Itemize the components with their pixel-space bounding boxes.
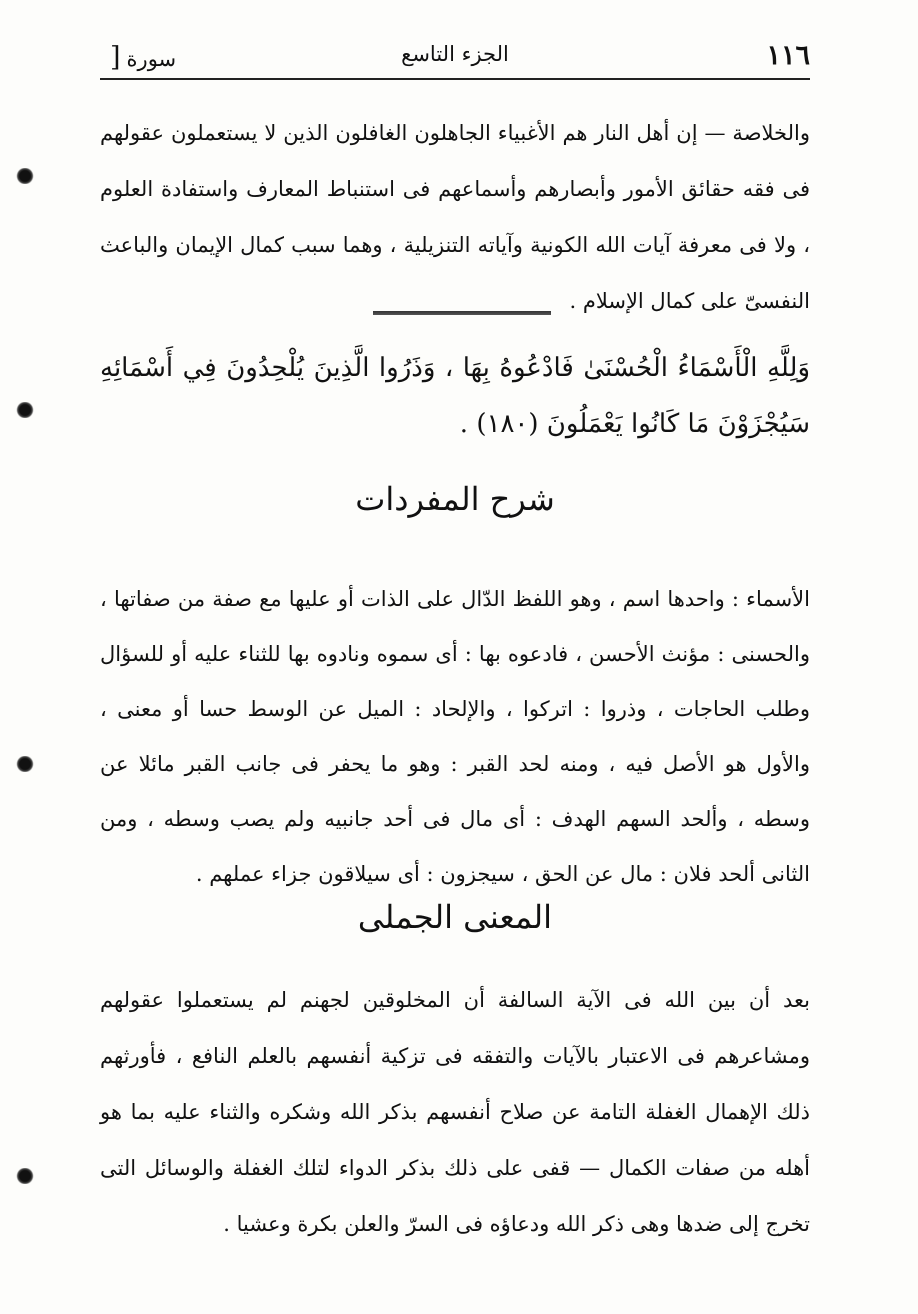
header-rule bbox=[100, 78, 810, 80]
surah-label bbox=[110, 42, 176, 73]
scan-mark bbox=[16, 756, 34, 772]
scan-mark bbox=[16, 402, 34, 418]
summary-paragraph: والخلاصة — إن أهل النار هم الأغبياء الجاهلون الغافلون الذين لا يستعملون عقولهم فى فقه حقائق الأمور وأبصارهم وأسماعهم فى استنباط المعارف واستفادة العلوم ، ولا فى معرفة آيات الله الكونية وآياته التنزيلية ، وهما سبب كمال الإيمان والباعث النفسىّ على كمال الإسلام . bbox=[100, 121, 810, 313]
meaning-paragraph: بعد أن بين الله فى الآية السالفة أن المخلوقين لجهنم لم يستعملوا عقولهم ومشاعرهم فى الاعتبار بالآيات والتفقه فى تزكية أنفسهم بالعلم النافع ، فأورثهم ذلك الإهمال الغفلة التامة عن صلاح أنفسهم بذكر الله وشكره والثناء عليه بما هو أهله من صفات الكمال — قفى على ذلك بذكر الدواء لتلك الغفلة والوسائل التى تخرج إلى ضدها وهى ذكر الله ودعاؤه فى السرّ والعلن بكرة وعشيا . bbox=[100, 988, 810, 1236]
section-divider bbox=[373, 311, 551, 315]
part-title: الجزء التاسع bbox=[401, 42, 509, 66]
scan-mark bbox=[16, 168, 34, 184]
page-header bbox=[100, 36, 810, 78]
surah-bracket: [ bbox=[110, 42, 121, 73]
quran-verse: وَلِلَّهِ الْأَسْمَاءُ الْحُسْنَىٰ فَادْعُوهُ بِهَا ، وَذَرُوا الَّذِينَ يُلْحِدُونَ فِي أَسْمَائِهِ سَيُجْزَوْنَ مَا كَانُوا يَعْمَلُونَ (١٨٠) . bbox=[100, 353, 810, 439]
vocabulary-paragraph: الأسماء : واحدها اسم ، وهو اللفظ الدّال على الذات أو عليها مع صفة من صفاتها ، والحسنى : مؤنث الأحسن ، فادعوه بها : أى سموه ونادوه بها للثناء عليه أو للسؤال وطلب الحاجات ، وذروا : اتركوا ، والإلحاد : الميل عن الوسط حسا أو معنى ، والأول هو الأصل فيه ، ومنه لحد القبر : وهو ما يحفر فى جانب القبر مائلا عن وسطه ، وألحد السهم الهدف : أى مال فى أحد جانبيه ولم يصب وسطه ، ومن الثانى ألحد فلان : مال عن الحق ، سيجزون : أى سيلاقون جزاء عملهم . bbox=[100, 587, 810, 886]
page-number: ١١٦ bbox=[766, 40, 810, 71]
meaning-title: المعنى الجملى bbox=[357, 898, 553, 936]
scan-mark bbox=[16, 1168, 34, 1184]
surah-label-text: سورة bbox=[126, 47, 177, 71]
vocabulary-title: شرح المفردات bbox=[355, 480, 555, 518]
